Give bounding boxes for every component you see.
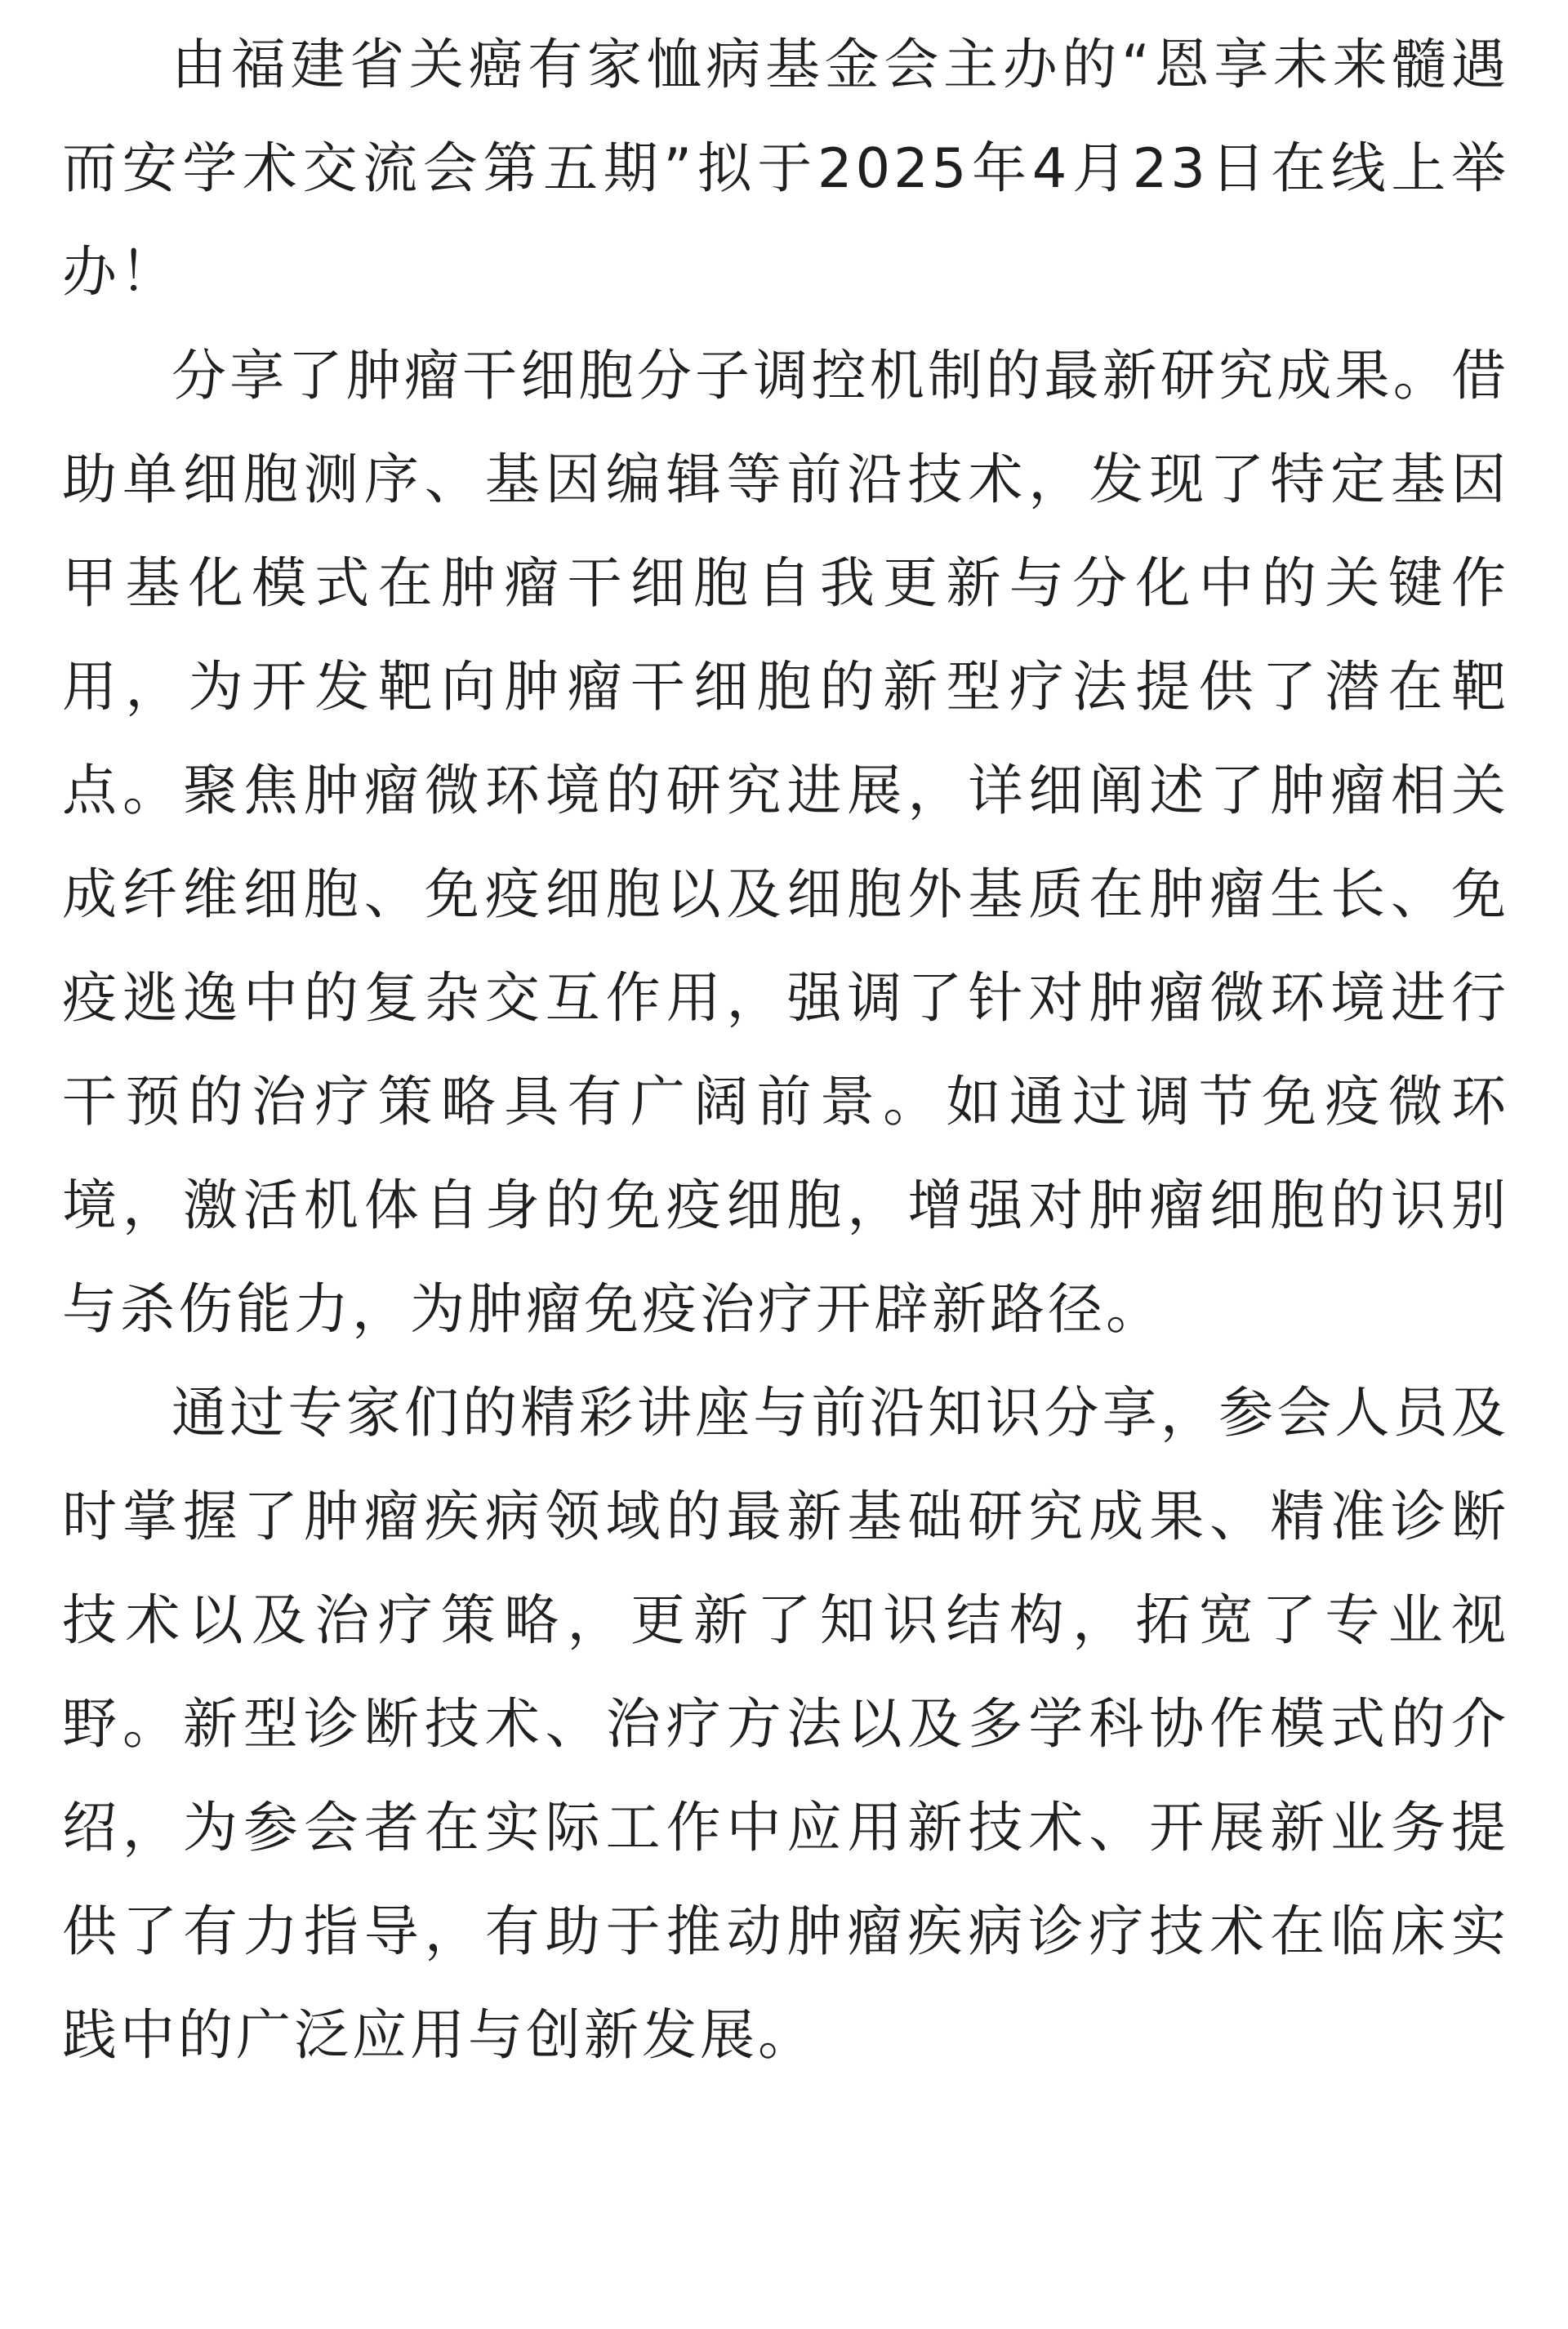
paragraph-research-findings: 分享了肿瘤干细胞分子调控机制的最新研究成果。借助单细胞测序、基因编辑等前沿技术，发现了特定基因甲基化模式在肿瘤干细胞自我更新与分化中的关键作用，为开发靶向肿瘤干细胞的新型疗法提供了潜在靶点。聚焦肿瘤微环境的研究进展，详细阐述了肿瘤相关成纤维细胞、免疫细胞以及细胞外基质在肿瘤生长、免疫逃逸中的复杂交互作用，强调了针对肿瘤微环境进行干预的治疗策略具有广阔前景。如通过调节免疫微环境，激活机体自身的免疫细胞，增强对肿瘤细胞的识别与杀伤能力，为肿瘤免疫治疗开辟新路径。 <box>62 344 1509 1341</box>
paragraph-meeting-outcomes: 通过专家们的精彩讲座与前沿知识分享，参会人员及时掌握了肿瘤疾病领域的最新基础研究成果、精准诊断技术以及治疗策略，更新了知识结构，拓宽了专业视野。新型诊断技术、治疗方法以及多学科协作模式的介绍，为参会者在实际工作中应用新技术、开展新业务提供了有力指导，有助于推动肿瘤疾病诊疗技术在临床实践中的广泛应用与创新发展。 <box>62 1381 1509 2067</box>
article-body <box>62 13 1509 2087</box>
paragraph-event-announcement: 由福建省关癌有家恤病基金会主办的“恩享未来髓遇而安学术交流会第五期”拟于2025年4月23日在线上举办！ <box>62 33 1509 304</box>
